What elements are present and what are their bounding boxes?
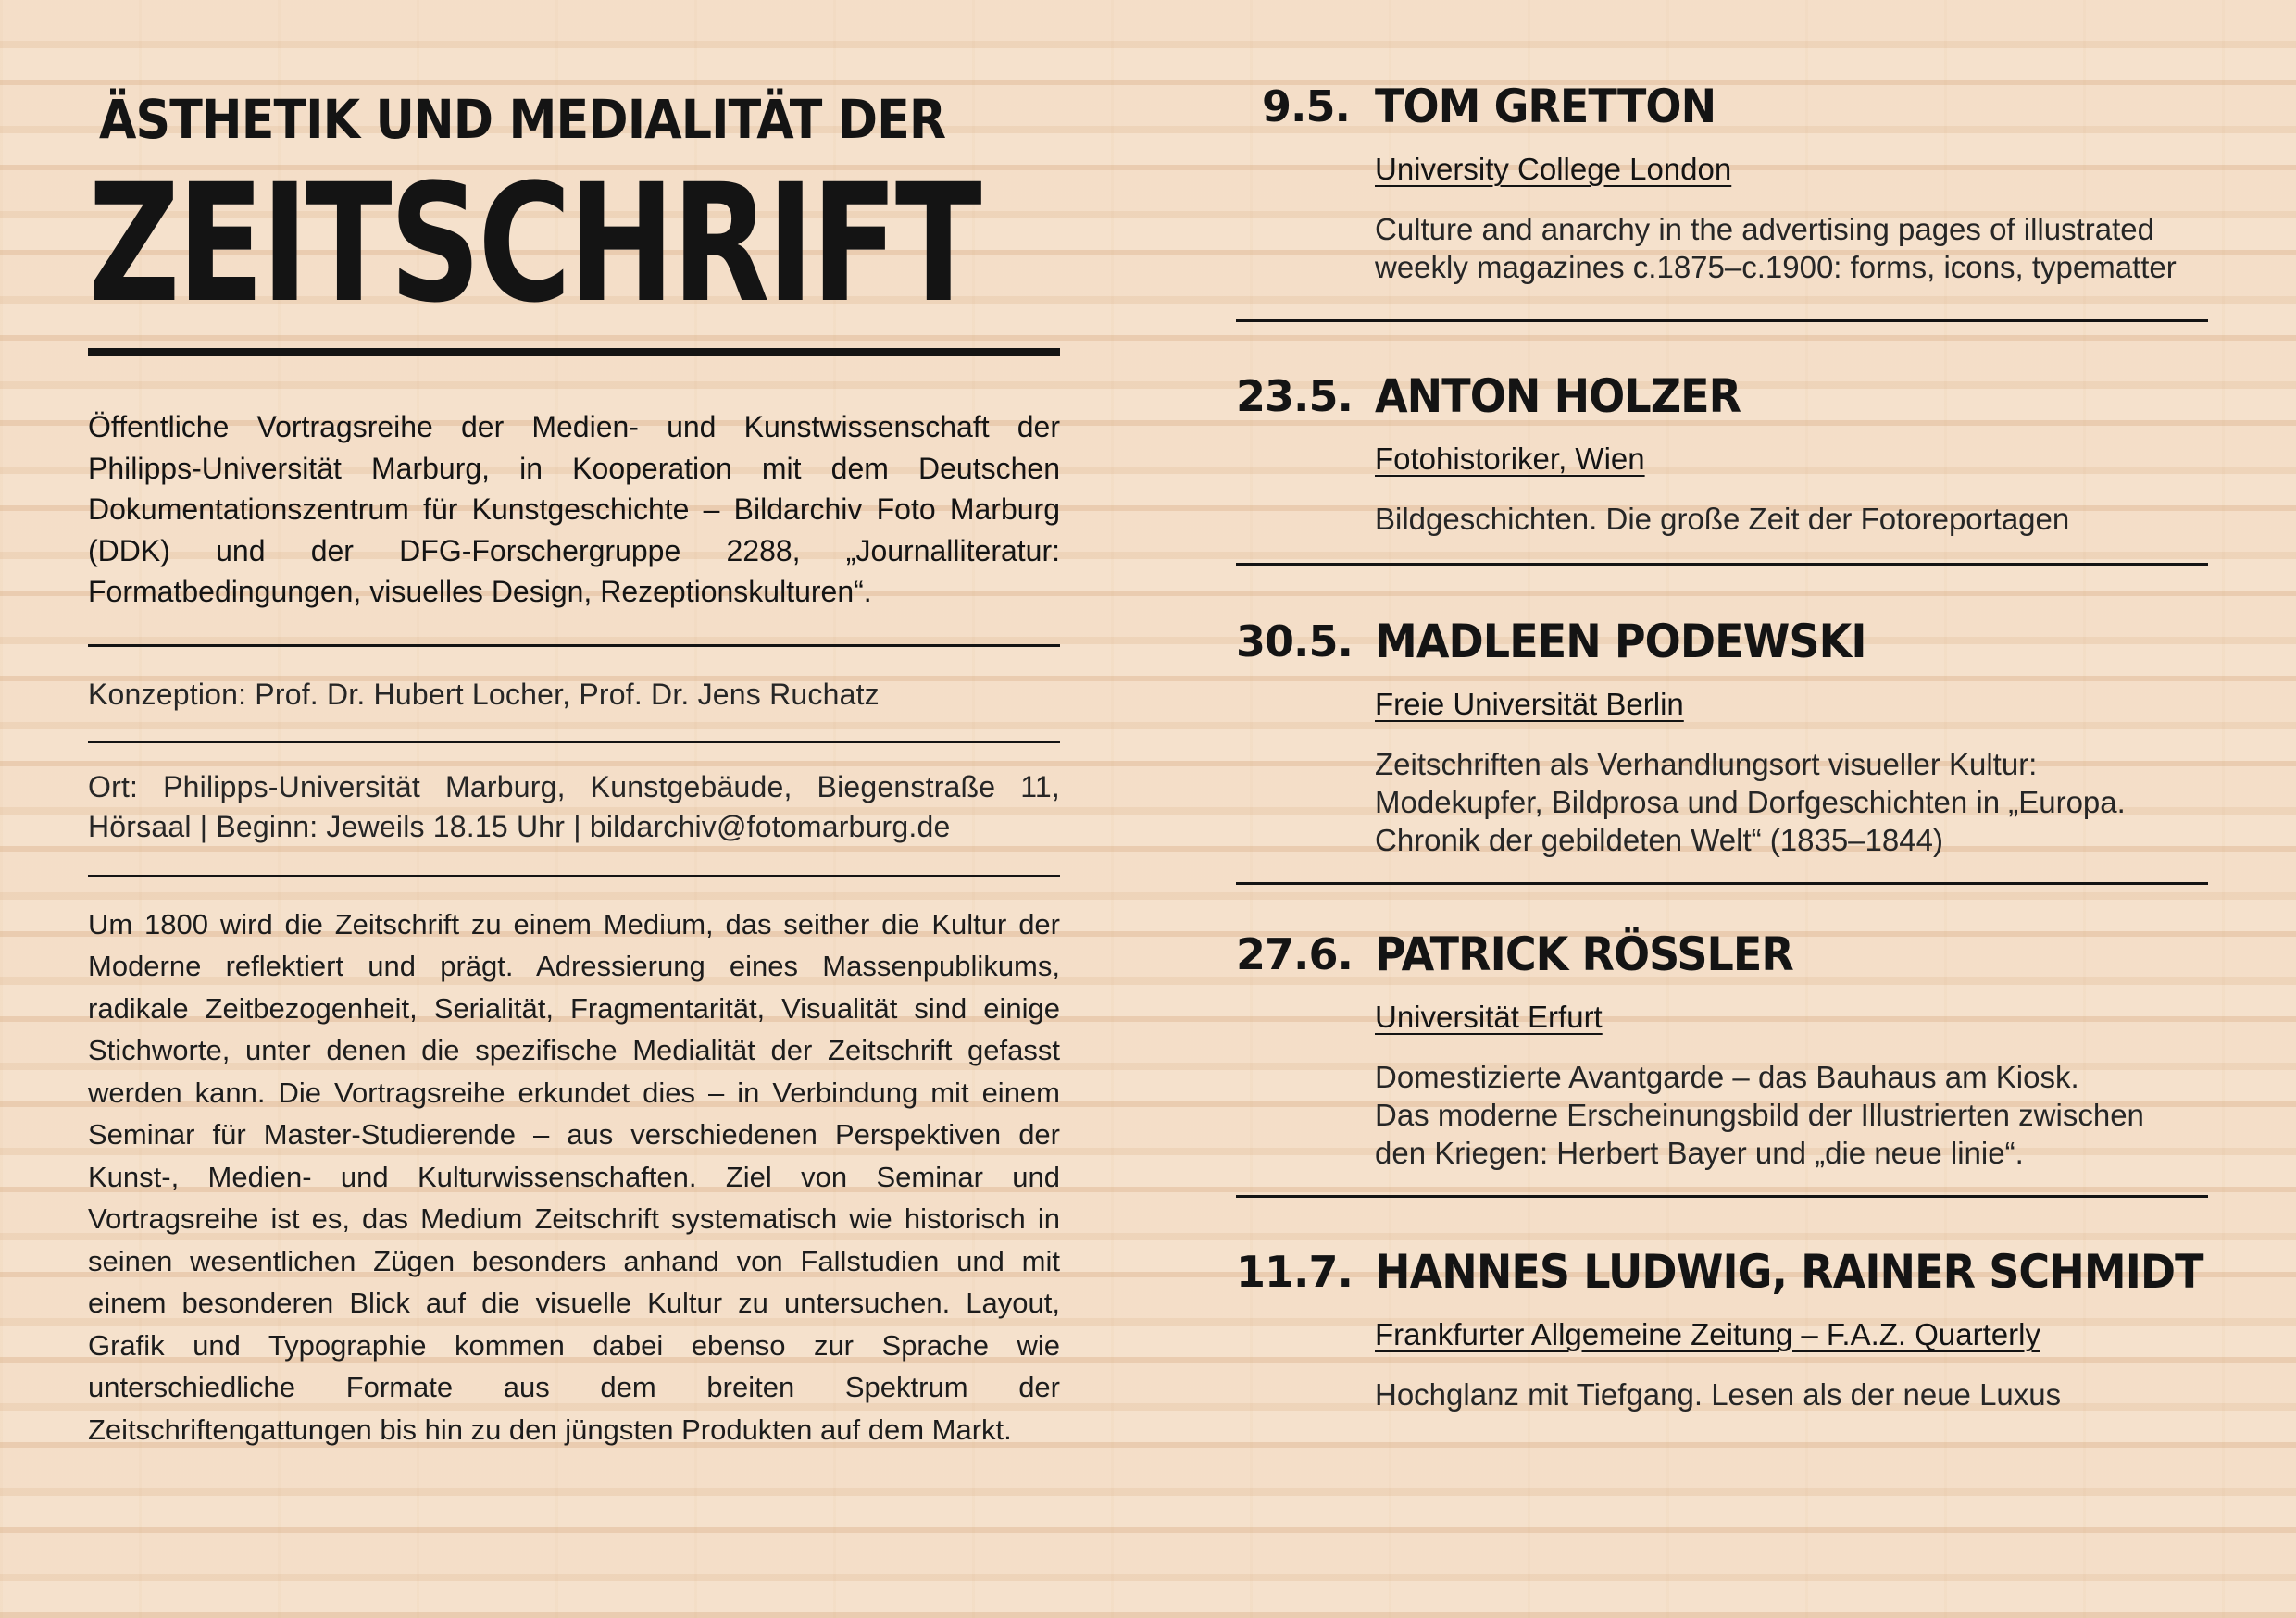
talk-affiliation: Freie Universität Berlin	[1375, 687, 1684, 721]
talk-date: 9.5.	[1262, 81, 1350, 131]
talk-date: 23.5.	[1236, 371, 1353, 421]
talk-topic: Domestizierte Avantgarde – das Bauhaus am Kiosk. Das moderne Erscheinungsbild der Illustrierten zwischen den Kriegen: Herbert Bayer und „die neue linie“.	[1375, 1060, 2144, 1170]
talk-topic: Zeitschriften als Verhandlungsort visueller Kultur: Modekupfer, Bildprosa und Dorfgeschichten in „Europa. Chronik der gebildeten Welt“ (1835–1844)	[1375, 747, 2126, 857]
talk-speaker: HANNES LUDWIG, RAINER SCHMIDT	[1375, 1245, 2203, 1299]
talk-date: 30.5.	[1236, 616, 1353, 666]
page-title: ZEITSCHRIFT	[88, 149, 980, 339]
divider	[1236, 563, 2208, 566]
divider	[88, 875, 1060, 877]
divider	[1236, 319, 2208, 322]
talk-affiliation: Universität Erfurt	[1375, 1000, 1603, 1034]
divider	[1236, 882, 2208, 885]
talk-entry	[1236, 614, 2208, 857]
talk-affiliation: University College London	[1375, 152, 1732, 186]
talk-affiliation: Fotohistoriker, Wien	[1375, 442, 1645, 476]
talk-speaker: PATRICK RÖSSLER	[1375, 927, 1793, 981]
venue-line: Ort: Philipps-Universität Marburg, Kunstgebäude, Biegenstraße 11, Hörsaal | Beginn: Jeweils 18.15 Uhr | bildarchiv@fotomarburg.de	[88, 769, 1060, 843]
program-column	[1236, 79, 2208, 1413]
talk-entry	[1236, 927, 2208, 1170]
intro-paragraph: Öffentliche Vortragsreihe der Medien- und Kunstwissenschaft der Philipps-Universität Marburg, in Kooperation mit dem Deutschen Dokumentationszentrum für Kunstgeschichte – Bildarchiv Foto Marburg (DDK) und der DFG-Forschergruppe 2288, „Journalliteratur: Formatbedingungen, visuelles Design, Rezeptionskulturen“.	[88, 410, 1060, 608]
talk-speaker: ANTON HOLZER	[1375, 369, 1741, 423]
divider	[88, 741, 1060, 743]
title-underline	[88, 348, 1060, 356]
talk-entry	[1236, 79, 2208, 284]
abstract-paragraph: Um 1800 wird die Zeitschrift zu einem Medium, das seither die Kultur der Moderne reflektiert und prägt. Adressierung eines Massenpublikums, radikale Zeitbezogenheit, Serialität, Fragmentarität, Visualität sind einige Stichworte, unter denen die spezifische Medialität der Zeitschrift gefasst werden kann. Die Vortragsreihe erkundet dies – in Verbindung mit einem Seminar für Master-Studierende – aus verschiedenen Perspektiven der Kunst-, Medien- und Kulturwissenschaften. Ziel von Seminar und Vortragsreihe ist es, das Medium Zeitschrift systematisch wie historisch in seinen wesentlichen Zügen besonders anhand von Fallstudien und mit einem besonderen Blick auf die visuelle Kultur zu untersuchen. Layout, Grafik und Typographie kommen dabei ebenso zur Sprache wie unterschiedliche Formate aus dem breiten Spektrum der Zeitschriftengattungen bis hin zu den jüngsten Produkten auf dem Markt.	[88, 907, 1060, 1446]
talk-topic: Bildgeschichten. Die große Zeit der Fotoreportagen	[1375, 502, 2070, 536]
talk-entry	[1236, 1244, 2208, 1413]
talk-affiliation: Frankfurter Allgemeine Zeitung – F.A.Z. Quarterly	[1375, 1317, 2040, 1351]
talk-topic: Hochglanz mit Tiefgang. Lesen als der neue Luxus	[1375, 1377, 2062, 1412]
title-kicker: ÄSTHETIK UND MEDIALITÄT DER	[99, 88, 946, 151]
talk-date: 27.6.	[1236, 929, 1353, 979]
talk-date: 11.7.	[1236, 1247, 1353, 1297]
talk-speaker: TOM GRETTON	[1375, 80, 1716, 133]
divider	[88, 644, 1060, 647]
concept-line: Konzeption: Prof. Dr. Hubert Locher, Prof. Dr. Jens Ruchatz	[88, 677, 880, 711]
divider	[1236, 1195, 2208, 1198]
talk-speaker: MADLEEN PODEWSKI	[1375, 615, 1866, 668]
left-column	[88, 74, 1060, 1450]
talk-topic: Culture and anarchy in the advertising pages of illustrated weekly magazines c.1875–c.1900: forms, icons, typematter	[1375, 212, 2177, 284]
talk-entry	[1236, 368, 2208, 536]
